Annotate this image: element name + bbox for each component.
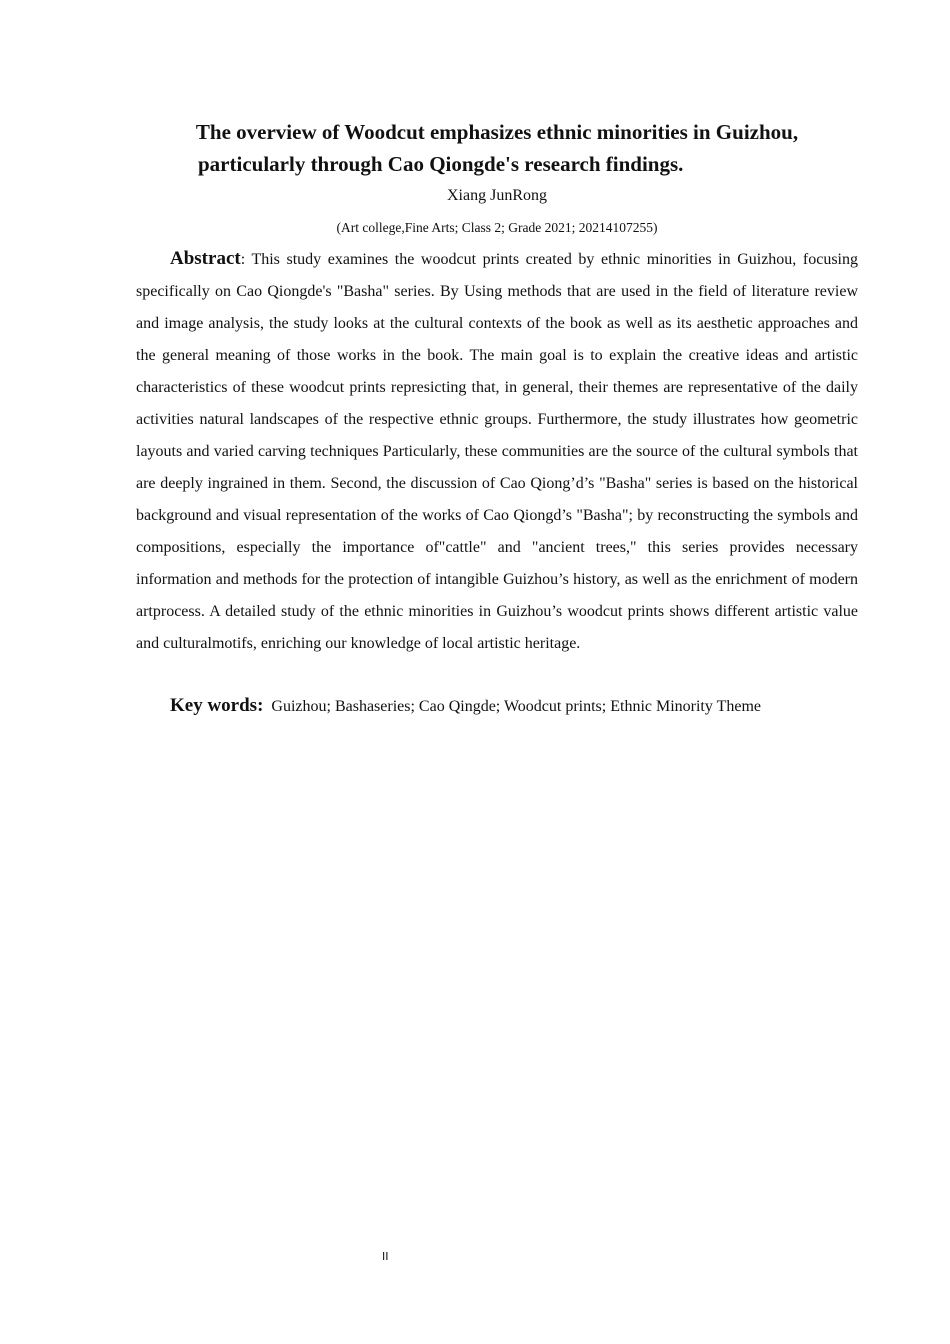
abstract-label: Abstract (170, 248, 241, 269)
title-line-1: The overview of Woodcut emphasizes ethnic minorities in Guizhou, (195, 120, 799, 144)
abstract-text: This study examines the woodcut prints created by ethnic minorities in Guizhou, focusing specifically on Cao Qiongde's "Basha" series. By Using methods that are used in the field of literature review and image analysis, the study looks at the cultural contexts of the book as well as its aesthetic approaches and the general meaning of those works in the book. The main goal is to explain the creative ideas and artistic characteristics of these woodcut prints represicting that, in general, their themes are representative of the daily activities natural landscapes of the respective ethnic groups. Furthermore, the study illustrates how geometric layouts and varied carving techniques Particularly, these communities are the source of the cultural symbols that are deeply ingrained in them. Second, the discussion of Cao Qiong’d’s "Basha" series is based on the historical background and visual representation of the works of Cao Qiongd’s "Basha"; by reconstructing the symbols and compositions, especially the importance of"cattle" and "ancient trees," this series provides necessary information and methods for the protection of intangible Guizhou’s history, as well as the enrichment of modern artprocess. A detailed study of the ethnic minorities in Guizhou’s woodcut prints shows different artistic value and culturalmotifs, enriching our knowledge of local artistic heritage. (136, 251, 859, 652)
title-line-2: particularly through Cao Qiongde's research findings. (198, 152, 684, 176)
keywords-label: Key words: (170, 695, 264, 716)
author-name: Xiang JunRong (447, 187, 547, 204)
abstract-separator: : (240, 251, 252, 268)
keywords-text: Guizhou; Bashaseries; Cao Qingde; Woodcut prints; Ethnic Minority Theme (271, 698, 762, 715)
page-number: II (382, 1250, 389, 1263)
abstract-paragraph (136, 243, 858, 660)
author-affiliation: (Art college,Fine Arts; Class 2; Grade 2021; 20214107255) (336, 220, 658, 235)
keywords-line (136, 690, 858, 723)
paper-title (136, 116, 858, 180)
